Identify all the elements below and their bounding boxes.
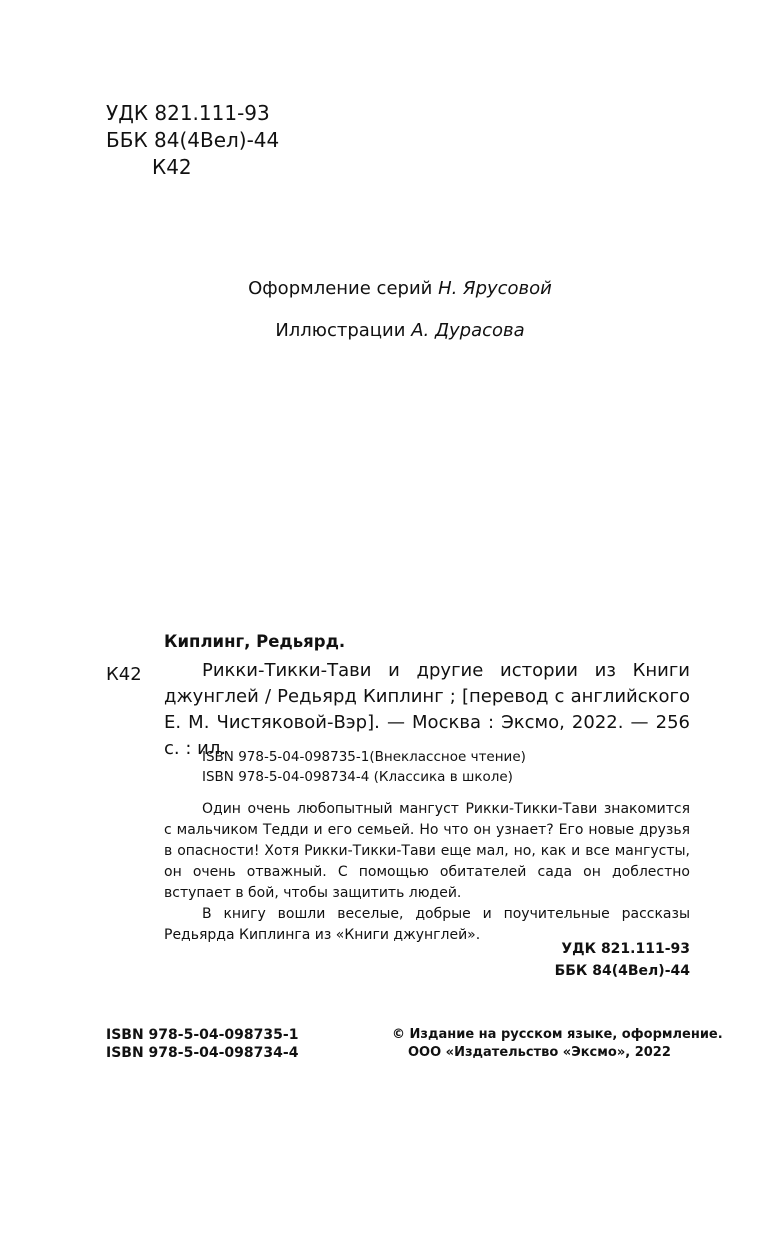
illustrations-label: Иллюстрации [275,320,406,341]
footer-isbn [106,1026,298,1062]
author-mark: К42 [152,155,192,179]
top-classification [106,100,279,181]
illustrations-credit [0,320,768,341]
footer-isbn-1: ISBN 978-5-04-098735-1 [106,1027,299,1043]
record-description: Рикки-Тикки-Тави и другие истории из Книги джунглей / Редьярд Киплинг ; [перевод с английского Е. М. Чистяковой-Вэр]. — Москва : Эксмо, 2022. — 256 с. : ил. [164,660,690,759]
record-author: Киплинг, Редьярд. [164,632,346,651]
series-design-label: Оформление серий [248,278,433,299]
annotation-paragraph-2: В книгу вошли веселые, добрые и поучительные рассказы Редьярда Киплинга из «Книги джунглей». [164,906,690,943]
record-author-mark: К42 [106,664,142,685]
record-bbk: ББК 84(4Вел)-44 [554,963,690,979]
annotation [164,799,690,946]
publisher-line: ООО «Издательство «Эксмо», 2022 [408,1045,671,1060]
series-design-credit [0,278,768,299]
illustrations-name: А. Дурасова [411,320,525,341]
copyright-notice [392,1026,723,1062]
record-udk: УДК 821.111-93 [561,941,690,957]
record-isbn-1: ISBN 978-5-04-098735-1(Внеклассное чтение) [202,749,526,765]
record-isbn-list [202,747,526,787]
footer-isbn-2: ISBN 978-5-04-098734-4 [106,1045,299,1061]
udk-code: УДК 821.111-93 [106,101,270,125]
series-design-name: Н. Ярусовой [438,278,552,299]
bbk-code: ББК 84(4Вел)-44 [106,128,280,152]
annotation-paragraph-1: Один очень любопытный мангуст Рикки-Тикки-Тави знакомится с мальчиком Тедди и его семьей. Но что он узнает? Его новые друзья в опасности! Хотя Рикки-Тикки-Тави еще мал, но, как и все мангусты, он очень отважный. С помощью обитателей сада он доблестно вступает в бой, чтобы защитить людей. [164,801,690,901]
copyright-line: © Издание на русском языке, оформление. [392,1027,723,1042]
record-classification [555,938,690,982]
record-isbn-2: ISBN 978-5-04-098734-4 (Классика в школе) [202,769,513,785]
